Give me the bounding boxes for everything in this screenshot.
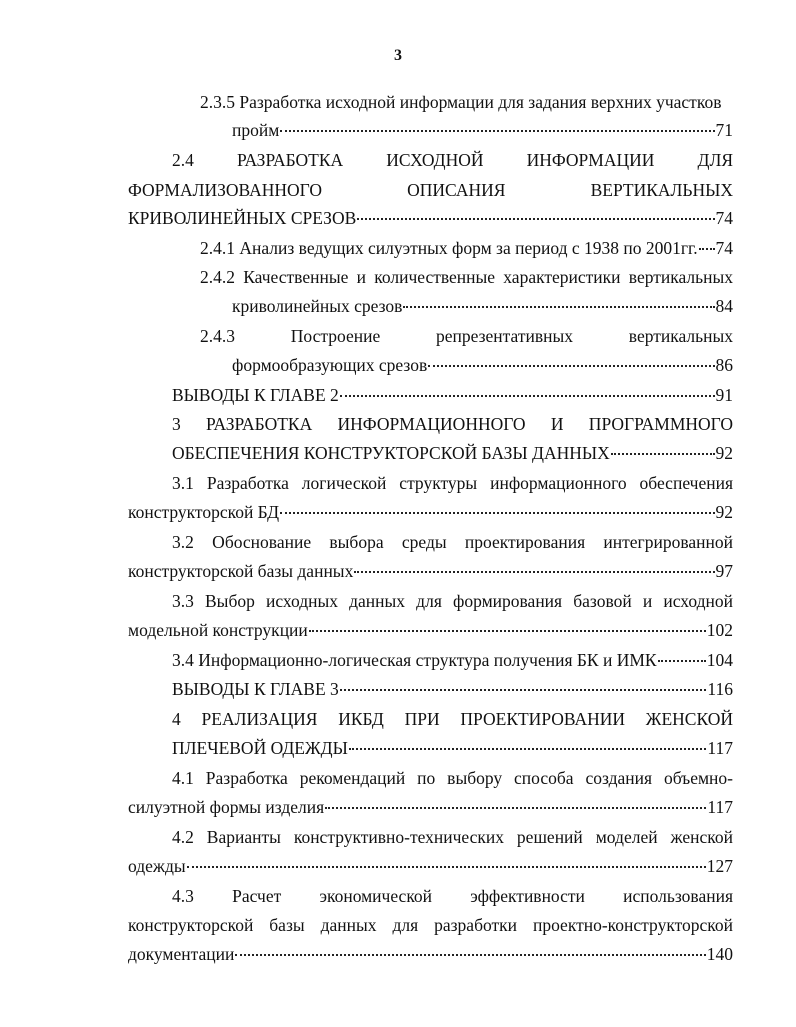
toc-line: 2.4 РАЗРАБОТКА ИСХОДНОЙ ИНФОРМАЦИИ ДЛЯ	[172, 150, 733, 170]
dot-leader	[349, 748, 707, 750]
dot-leader	[658, 660, 706, 662]
toc-entry-title: модельной конструкции	[128, 620, 308, 640]
dot-leader	[354, 571, 714, 573]
dot-leader	[280, 512, 714, 514]
toc-page-number: 74	[715, 238, 733, 258]
toc-entry	[172, 678, 733, 700]
toc-entry-title: формообразующих срезов	[232, 355, 428, 375]
toc-line: 2.4.2 Качественные и количественные характеристики вертикальных	[200, 267, 733, 287]
toc-entry-title: документации	[128, 944, 235, 964]
dot-leader	[187, 866, 706, 868]
toc-line: ФОРМАЛИЗОВАННОГО ОПИСАНИЯ ВЕРТИКАЛЬНЫХ	[128, 180, 733, 200]
toc-page-number: 91	[715, 385, 733, 405]
toc-entry	[172, 737, 733, 759]
toc-line: 3.1 Разработка логической структуры информационного обеспечения	[172, 473, 733, 493]
toc-entry	[200, 237, 733, 259]
toc-page-number: 84	[715, 296, 733, 316]
dot-leader	[611, 453, 715, 455]
toc-entry	[128, 943, 733, 965]
toc-entry	[172, 442, 733, 464]
toc-entry-title: ПЛЕЧЕВОЙ ОДЕЖДЫ	[172, 738, 348, 758]
toc-line: 3.2 Обоснование выбора среды проектирования интегрированной	[172, 532, 733, 552]
toc-page-number: 127	[706, 856, 733, 876]
toc-entry-title: 2.4.1 Анализ ведущих силуэтных форм за период с 1938 по 2001гг.	[200, 238, 698, 258]
toc-line: 3.3 Выбор исходных данных для формирования базовой и исходной	[172, 591, 733, 611]
toc-line: 2.3.5 Разработка исходной информации для задания верхних участков	[200, 92, 722, 112]
toc-entry-title: одежды	[128, 856, 186, 876]
toc-entry-title: конструкторской базы данных	[128, 561, 354, 581]
dot-leader	[325, 807, 706, 809]
toc-page-number: 102	[706, 620, 733, 640]
dot-leader	[340, 689, 707, 691]
toc-page-number: 140	[706, 944, 733, 964]
toc-entry	[232, 119, 733, 141]
toc-entry	[172, 384, 733, 406]
toc-line: 3 РАЗРАБОТКА ИНФОРМАЦИОННОГО И ПРОГРАММНОГО	[172, 414, 733, 434]
toc-entry	[172, 649, 733, 671]
toc-page-number: 74	[715, 208, 733, 228]
page-number: 3	[394, 47, 402, 64]
toc-page-number: 117	[707, 738, 733, 758]
toc-entry-title: 3.4 Информационно-логическая структура получения БК и ИМК	[172, 650, 657, 670]
dot-leader	[699, 248, 715, 250]
toc-entry-title: силуэтной формы изделия	[128, 797, 325, 817]
toc-page-number: 116	[707, 679, 733, 699]
toc-line: 4 РЕАЛИЗАЦИЯ ИКБД ПРИ ПРОЕКТИРОВАНИИ ЖЕНСКОЙ	[172, 709, 733, 729]
toc-entry-title: ОБЕСПЕЧЕНИЯ КОНСТРУКТОРСКОЙ БАЗЫ ДАННЫХ	[172, 443, 610, 463]
toc-entry-title: криволинейных срезов	[232, 296, 403, 316]
toc-page-number: 117	[707, 797, 733, 817]
dot-leader	[403, 306, 714, 308]
toc-entry-title: конструкторской БД	[128, 502, 280, 522]
toc-entry	[232, 295, 733, 317]
toc-entry	[128, 796, 733, 818]
toc-entry-title: ВЫВОДЫ К ГЛАВЕ 3	[172, 679, 339, 699]
toc-entry-title: ВЫВОДЫ К ГЛАВЕ 2	[172, 385, 339, 405]
dot-leader	[280, 130, 714, 132]
toc-entry-title: пройм	[232, 120, 280, 140]
dot-leader	[309, 630, 706, 632]
toc-line: 4.3 Расчет экономической эффективности использования	[172, 886, 733, 906]
toc-page-number: 92	[715, 443, 733, 463]
toc-entry	[128, 207, 733, 229]
toc-entry	[128, 501, 733, 523]
toc-line: 2.4.3 Построение репрезентативных вертикальных	[200, 326, 733, 346]
toc-line: конструкторской базы данных для разработки проектно-конструкторской	[128, 915, 733, 935]
toc-page-number: 86	[715, 355, 733, 375]
toc-entry	[128, 619, 733, 641]
toc-line: 4.2 Варианты конструктивно-технических решений моделей женской	[172, 827, 733, 847]
toc-entry	[128, 855, 733, 877]
toc-page-number: 71	[715, 120, 733, 140]
toc-page-number: 92	[715, 502, 733, 522]
toc-entry-title: КРИВОЛИНЕЙНЫХ СРЕЗОВ	[128, 208, 357, 228]
dot-leader	[340, 395, 715, 397]
toc-page-number: 104	[706, 650, 733, 670]
dot-leader	[235, 954, 705, 956]
dot-leader	[357, 218, 714, 220]
toc-entry	[232, 354, 733, 376]
toc-page-number: 97	[715, 561, 733, 581]
dot-leader	[428, 365, 714, 367]
toc-entry	[128, 560, 733, 582]
toc-line: 4.1 Разработка рекомендаций по выбору способа создания объемно-	[172, 768, 733, 788]
